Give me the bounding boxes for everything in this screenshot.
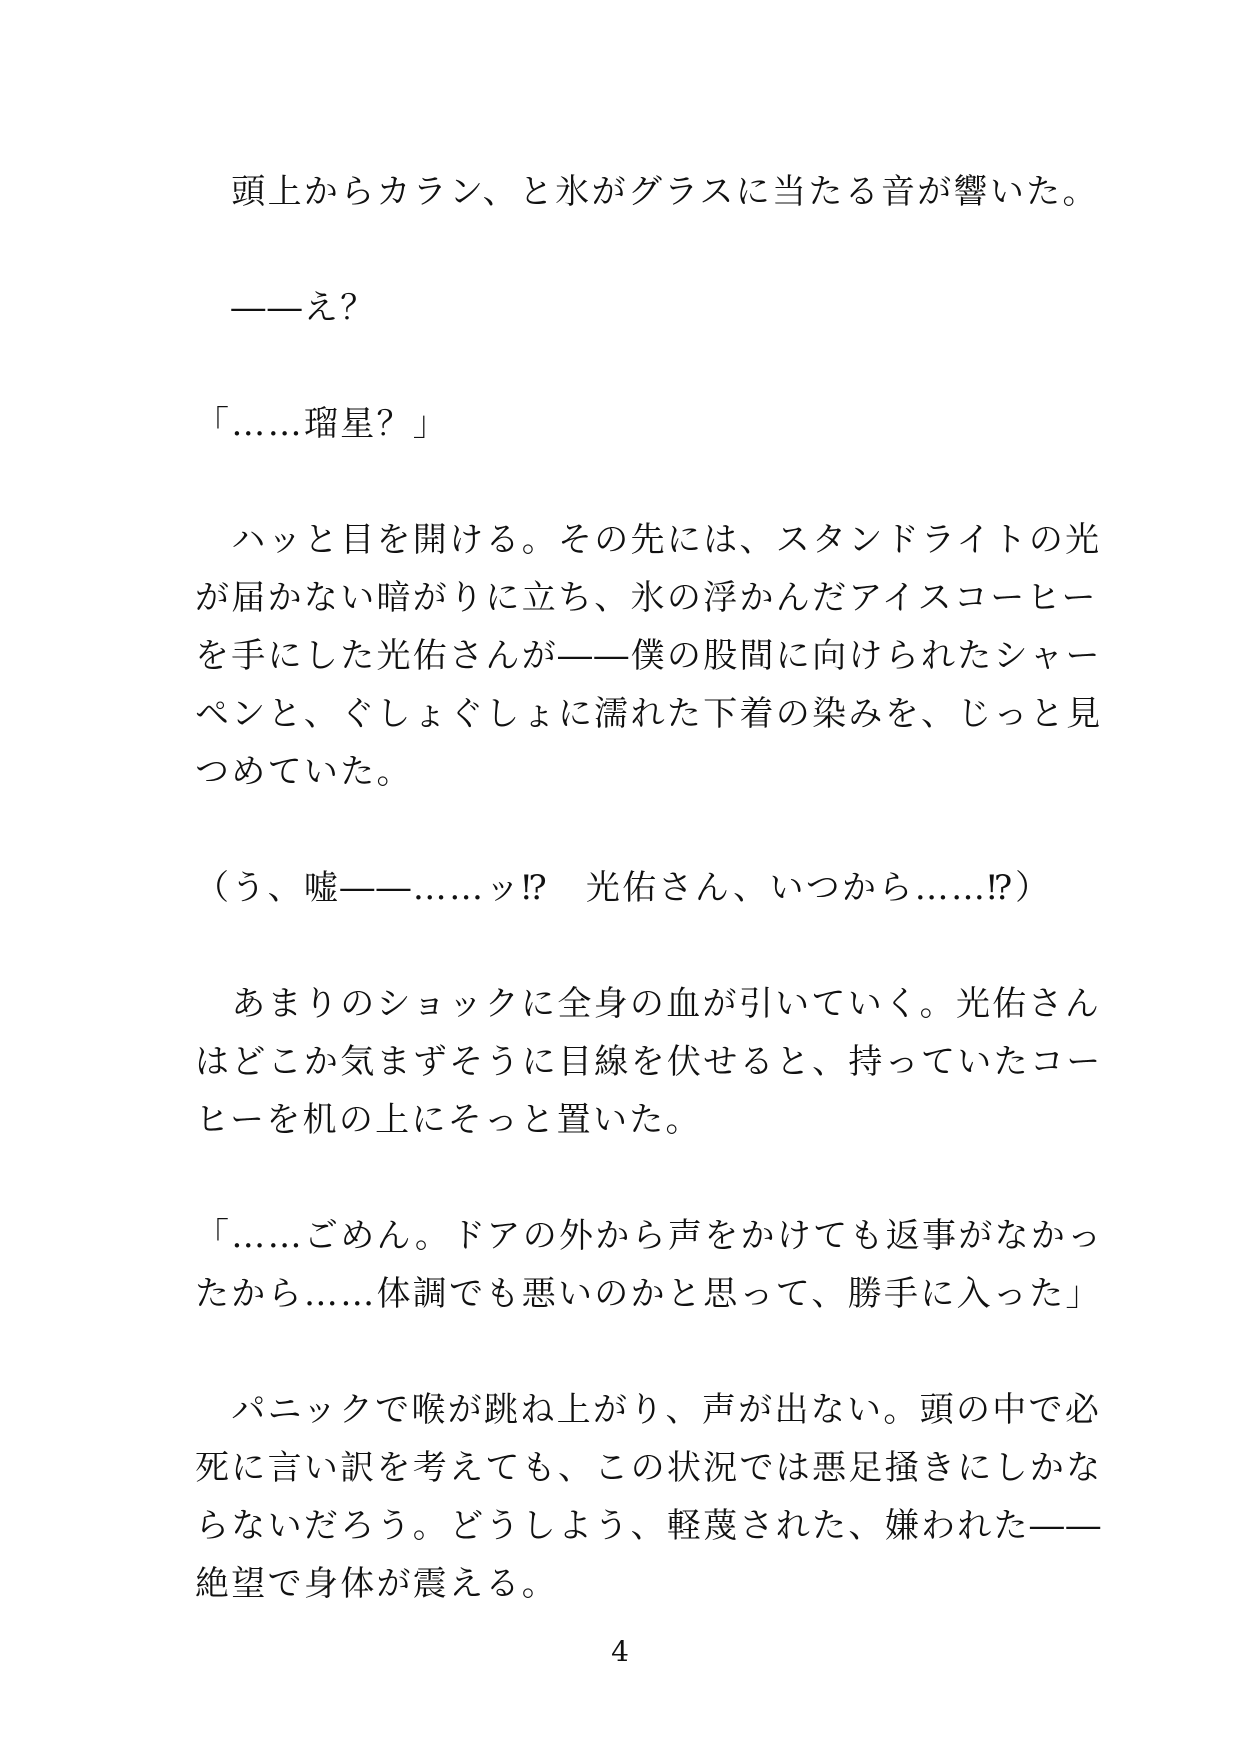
text-line: はどこか気まずそうに目線を伏せると、持っていたコー <box>195 1042 1103 1082</box>
paragraph-gap <box>195 221 1065 279</box>
paragraph-gap <box>195 1323 1065 1381</box>
text-line: つめていた。 <box>195 752 413 792</box>
text-line: が届かない暗がりに立ち、氷の浮かんだアイスコーヒー <box>195 578 1098 618</box>
paragraph <box>195 511 1103 801</box>
text-line: 絶望で身体が震える。 <box>195 1564 558 1604</box>
text-line: ヒーを机の上にそっと置いた。 <box>195 1100 702 1140</box>
text-line: ――え？ <box>195 288 377 328</box>
text-line: たから……体調でも悪いのかと思って、勝手に入った」 <box>195 1274 1102 1314</box>
text-line: 「……ごめん。ドアの外から声をかけても返事がなかっ <box>195 1216 1104 1256</box>
text-line: 死に言い訳を考えても、この状況では悪足掻きにしかな <box>195 1448 1103 1488</box>
paragraph-gap <box>195 801 1065 859</box>
paragraph-gap <box>195 917 1065 975</box>
text-line: らないだろう。どうしよう、軽蔑された、嫌われた―― <box>195 1506 1103 1546</box>
text-line: 「……瑠星？」 <box>195 404 450 444</box>
body-text <box>195 163 1104 1613</box>
text-line: を手にした光佑さんが――僕の股間に向けられたシャー <box>195 636 1102 676</box>
text-line: 頭上からカラン、と氷がグラスに当たる音が響いた。 <box>195 172 1099 212</box>
paragraph <box>195 395 1065 453</box>
page-number: 4 <box>611 1635 629 1668</box>
paragraph-gap <box>195 337 1065 395</box>
paragraph-gap <box>195 453 1065 511</box>
text-line: （う、嘘――……ッ⁉ 光佑さん、いつから……⁉） <box>195 868 1052 908</box>
paragraph <box>195 1207 1104 1323</box>
paragraph-gap <box>195 1149 1065 1207</box>
text-line: パニックで喉が跳ね上がり、声が出ない。頭の中で必 <box>195 1390 1102 1430</box>
paragraph <box>195 163 1099 221</box>
text-line: ペンと、ぐしょぐしょに濡れた下着の染みを、じっと見 <box>195 694 1103 734</box>
paragraph <box>195 1381 1103 1613</box>
paragraph <box>195 279 1065 337</box>
text-line: ハッと目を開ける。その先には、スタンドライトの光 <box>195 520 1102 560</box>
paragraph <box>195 975 1103 1149</box>
text-line: あまりのショックに全身の血が引いていく。光佑さん <box>195 984 1102 1024</box>
paragraph <box>195 859 1065 917</box>
